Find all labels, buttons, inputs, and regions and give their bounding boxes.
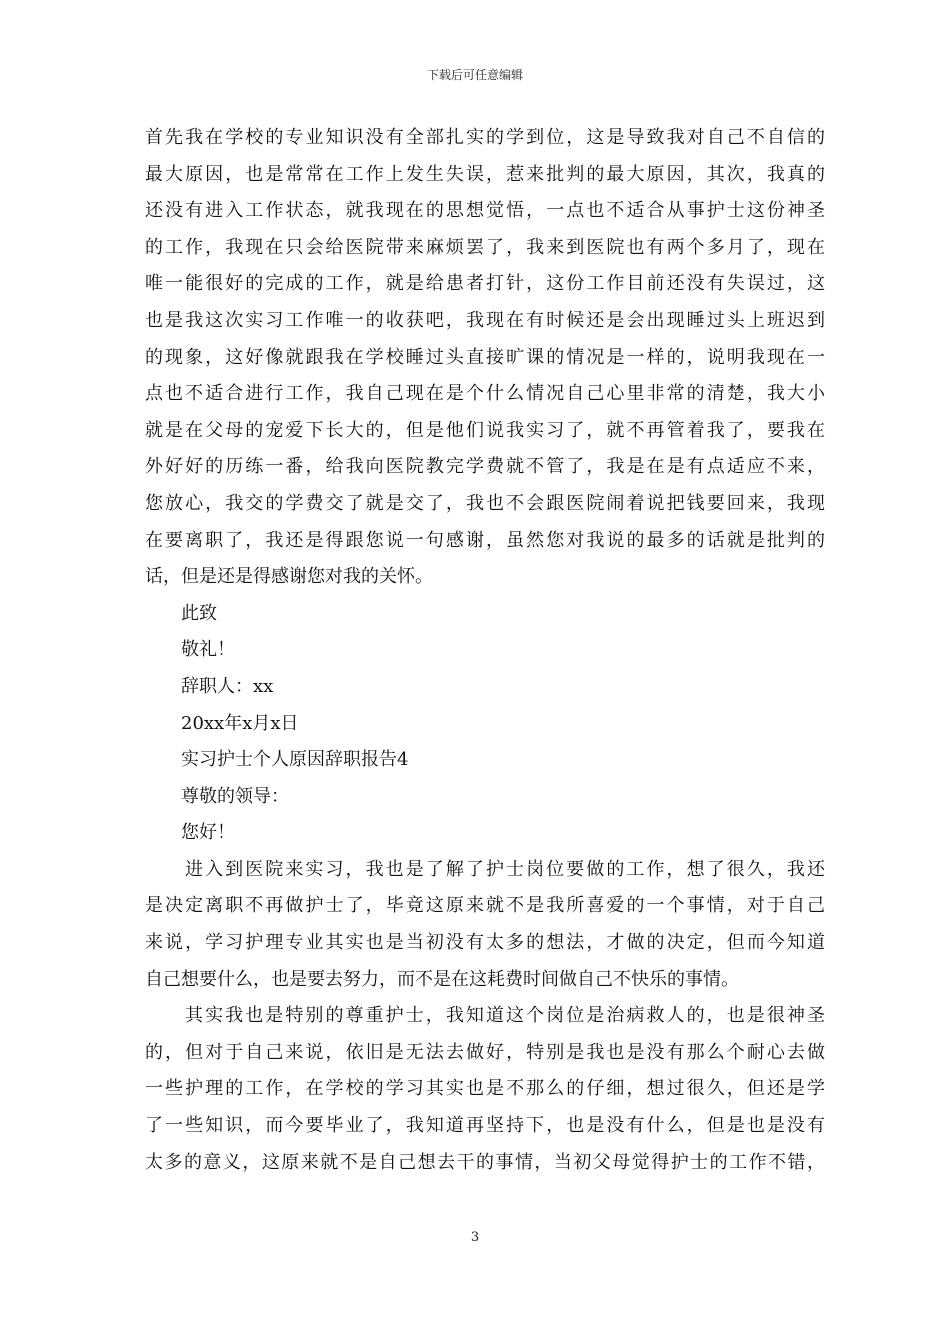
text-line: 您放心，我交的学费交了就是交了，我也不会跟医院闹着说把钱要回来，我现	[145, 492, 825, 514]
page-number: 3	[470, 1230, 480, 1245]
text-line: 一些护理的工作，在学校的学习其实也是不那么的仔细，想过很久，但还是学	[145, 1078, 825, 1100]
text-line: 的工作，我现在只会给医院带来麻烦罢了，我来到医院也有两个多月了，现在	[145, 236, 825, 258]
text-line: 实习护士个人原因辞职报告4	[181, 749, 409, 771]
text-line: 还没有进入工作状态，就我现在的思想觉悟，一点也不适合从事护士这份神圣	[145, 200, 825, 222]
text-line: 外好好的历练一番，给我向医院教完学费就不管了，我是在是有点适应不来，	[145, 456, 825, 478]
text-line: 唯一能很好的完成的工作，就是给患者打针，这份工作目前还没有失误过，这	[145, 273, 825, 295]
text-line: 就是在父母的宠爱下长大的，但是他们说我实习了，就不再管着我了，要我在	[145, 419, 825, 441]
text-line: 也是我这次实习工作唯一的收获吧，我现在有时候还是会出现睡过头上班迟到	[145, 309, 825, 331]
text-line: 敬礼！	[181, 639, 235, 661]
text-line: 的现象，这好像就跟我在学校睡过头直接旷课的情况是一样的，说明我现在一	[145, 346, 825, 368]
text-line: 的，但对于自己来说，依旧是无法去做好，特别是我也是没有那么个耐心去做	[145, 1041, 825, 1063]
text-line: 来说，学习护理专业其实也是当初没有太多的想法，才做的决定，但而今知道	[145, 932, 825, 954]
document-body	[145, 120, 825, 1181]
text-line: 进入到医院来实习，我也是了解了护士岗位要做的工作，想了很久，我还	[185, 858, 825, 880]
text-line: 是决定离职不再做护士了，毕竟这原来就不是我所喜爱的一个事情，对于自己	[145, 895, 825, 917]
text-line: 自己想要什么，也是要去努力，而不是在这耗费时间做自己不快乐的事情。	[145, 968, 739, 990]
text-line: 话，但是还是得感谢您对我的关怀。	[145, 566, 433, 588]
text-line: 此致	[181, 602, 217, 624]
text-line: 辞职人：xx	[181, 675, 274, 697]
text-line: 您好！	[181, 822, 235, 844]
text-line: 点也不适合进行工作，我自己现在是个什么情况自己心里非常的清楚，我大小	[145, 383, 825, 405]
page-header: 下载后可任意编辑	[426, 68, 523, 82]
text-line: 最大原因，也是常常在工作上发生失误，惹来批判的最大原因，其次，我真的	[145, 163, 825, 185]
text-line: 首先我在学校的专业知识没有全部扎实的学到位，这是导致我对自己不自信的	[145, 127, 825, 148]
text-line: 太多的意义，这原来就不是自己想去干的事情，当初父母觉得护士的工作不错，	[145, 1151, 825, 1173]
text-line: 了一些知识，而今要毕业了，我知道再坚持下，也是没有什么，但是也是没有	[145, 1115, 825, 1137]
text-line: 在要离职了，我还是得跟您说一句感谢，虽然您对我说的最多的话就是批判的	[145, 529, 825, 551]
text-line: 20xx年x月x日	[181, 712, 299, 734]
text-line: 尊敬的领导：	[181, 785, 289, 807]
text-line: 其实我也是特别的尊重护士，我知道这个岗位是治病救人的，也是很神圣	[185, 1005, 825, 1027]
